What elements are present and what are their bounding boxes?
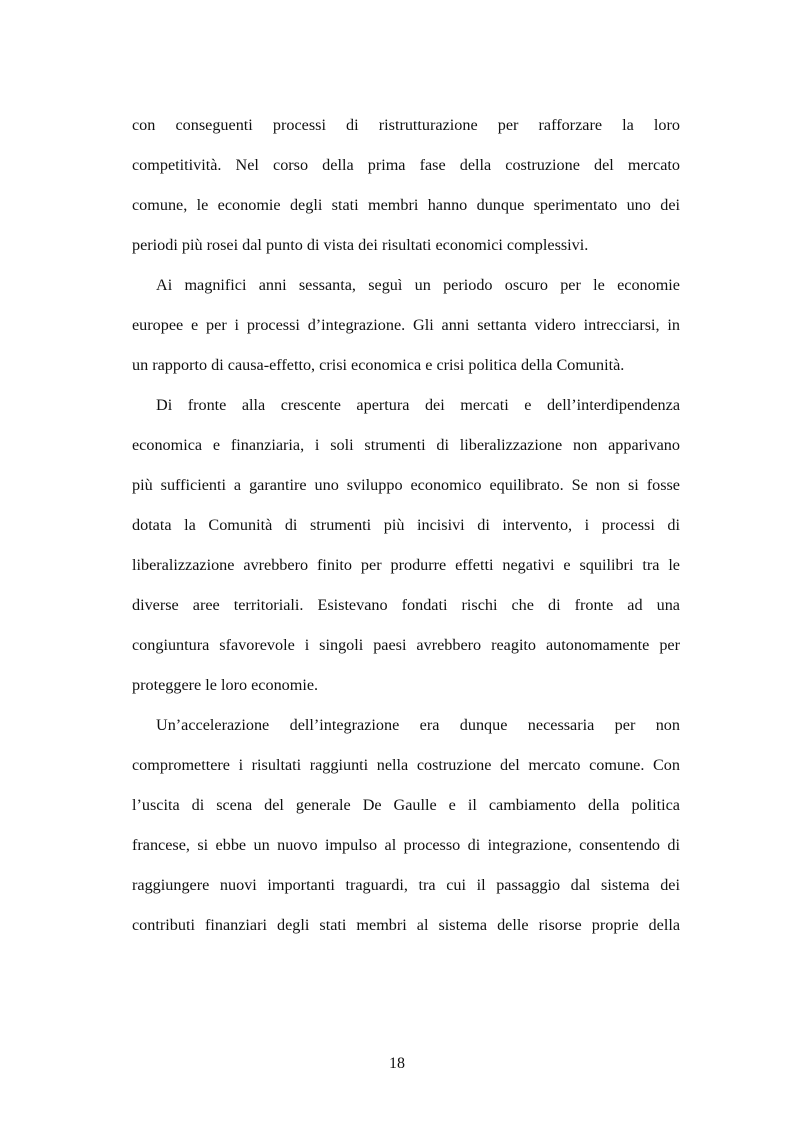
text-line: compromettere i risultati raggiunti nella costruzione del mercato comune. Con [132,756,680,774]
text-line: comune, le economie degli stati membri hanno dunque sperimentato uno dei [132,196,680,214]
text-line: più sufficienti a garantire uno sviluppo economico equilibrato. Se non si fosse [132,476,680,494]
text-line: contributi finanziari degli stati membri al sistema delle risorse proprie della [132,916,680,934]
text-line: economica e finanziaria, i soli strumenti di liberalizzazione non apparivano [132,436,680,454]
text-line: Di fronte alla crescente apertura dei mercati e dell’interdipendenza [156,396,680,414]
text-line: periodi più rosei dal punto di vista dei risultati economici complessivi. [132,236,589,254]
text-line: l’uscita di scena del generale De Gaulle e il cambiamento della politica [132,796,680,814]
text-line: europee e per i processi d’integrazione. Gli anni settanta videro intrecciarsi, in [132,316,680,334]
text-line: francese, si ebbe un nuovo impulso al processo di integrazione, consentendo di [132,836,680,854]
text-line: diverse aree territoriali. Esistevano fondati rischi che di fronte ad una [132,596,680,614]
page-number: 18 [389,1055,405,1072]
text-line: proteggere le loro economie. [132,676,319,694]
text-line: liberalizzazione avrebbero finito per produrre effetti negativi e squilibri tra le [132,556,680,574]
body-text [132,109,680,949]
text-line: congiuntura sfavorevole i singoli paesi avrebbero reagito autonomamente per [132,636,680,654]
text-line: raggiungere nuovi importanti traguardi, tra cui il passaggio dal sistema dei [132,876,680,894]
text-line: competitività. Nel corso della prima fase della costruzione del mercato [132,156,680,174]
text-line: Un’accelerazione dell’integrazione era dunque necessaria per non [156,716,680,734]
text-line: dotata la Comunità di strumenti più incisivi di intervento, i processi di [132,516,680,534]
text-line: con conseguenti processi di ristrutturazione per rafforzare la loro [132,116,680,134]
text-line: un rapporto di causa-effetto, crisi economica e crisi politica della Comunità. [132,356,625,374]
text-line: Ai magnifici anni sessanta, seguì un periodo oscuro per le economie [156,276,680,294]
